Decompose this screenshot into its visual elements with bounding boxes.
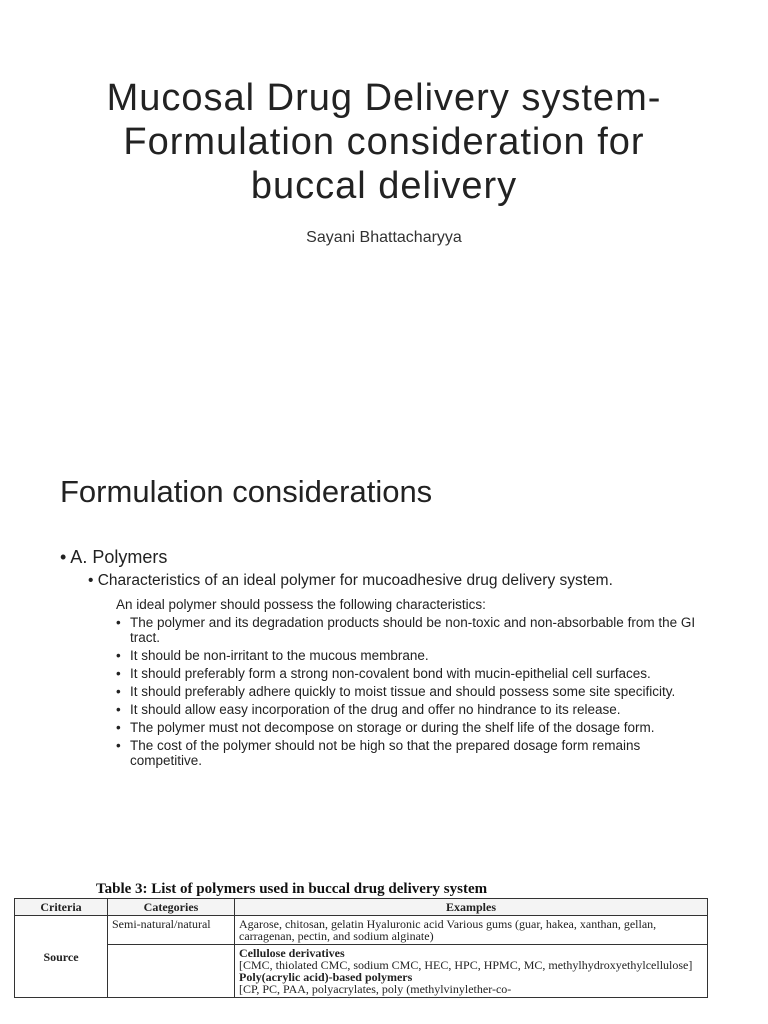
table-row	[15, 916, 708, 945]
table-header: Criteria	[15, 899, 108, 916]
table-header-row	[15, 899, 708, 916]
cell-text: [CMC, thiolated CMC, sodium CMC, HEC, HPC, HPMC, MC, methylhydroxyethylcellulose]	[239, 958, 693, 972]
table-cell-examples	[235, 945, 708, 998]
list-item: • The polymer and its degradation products should be non-toxic and non-absorbable from the GI tract.	[116, 615, 716, 645]
table-cell-criteria: Source	[15, 916, 108, 998]
title-slide	[0, 0, 768, 430]
characteristics-list	[116, 615, 716, 771]
list-item: • The cost of the polymer should not be high so that the prepared dosage form remains competitive.	[116, 738, 716, 768]
subheading: Poly(acrylic acid)-based polymers	[239, 970, 413, 984]
slide-title	[40, 76, 728, 208]
title-line: Formulation consideration for	[123, 121, 645, 163]
list-item: • It should be non-irritant to the mucous membrane.	[116, 648, 716, 663]
list-item: • It should preferably form a strong non-covalent bond with mucin-epithelial cell surfaces.	[116, 666, 716, 681]
list-item: • The polymer must not decompose on storage or during the shelf life of the dosage form.	[116, 720, 716, 735]
cell-text: [CP, PC, PAA, polyacrylates, poly (methylvinylether-co-	[239, 982, 512, 996]
table-cell-category: Semi-natural/natural	[108, 916, 235, 945]
slide-heading: Formulation considerations	[60, 474, 433, 509]
table-row	[15, 945, 708, 998]
table-cell-examples: Agarose, chitosan, gelatin Hyaluronic acid Various gums (guar, hakea, xanthan, gellan, carragenan, pectin, and sodium alginate)	[235, 916, 708, 945]
intro-text: An ideal polymer should possess the following characteristics:	[116, 597, 486, 612]
table-header: Categories	[108, 899, 235, 916]
table-cell-category	[108, 945, 235, 998]
bullet-level1: • A. Polymers	[60, 547, 168, 567]
table-header: Examples	[235, 899, 708, 916]
bullet-level2: • Characteristics of an ideal polymer for mucoadhesive drug delivery system.	[88, 572, 613, 589]
list-item: • It should preferably adhere quickly to moist tissue and should possess some site specificity.	[116, 684, 716, 699]
table-title: Table 3: List of polymers used in buccal drug delivery system	[96, 881, 488, 897]
title-line: buccal delivery	[250, 165, 518, 207]
subheading: Cellulose derivatives	[239, 946, 345, 960]
list-item: • It should allow easy incorporation of the drug and offer no hindrance to its release.	[116, 702, 716, 717]
title-line: Mucosal Drug Delivery system-	[106, 77, 662, 119]
polymer-table	[14, 898, 708, 998]
content-slide	[0, 440, 768, 1024]
author-name: Sayani Bhattacharyya	[306, 229, 462, 246]
